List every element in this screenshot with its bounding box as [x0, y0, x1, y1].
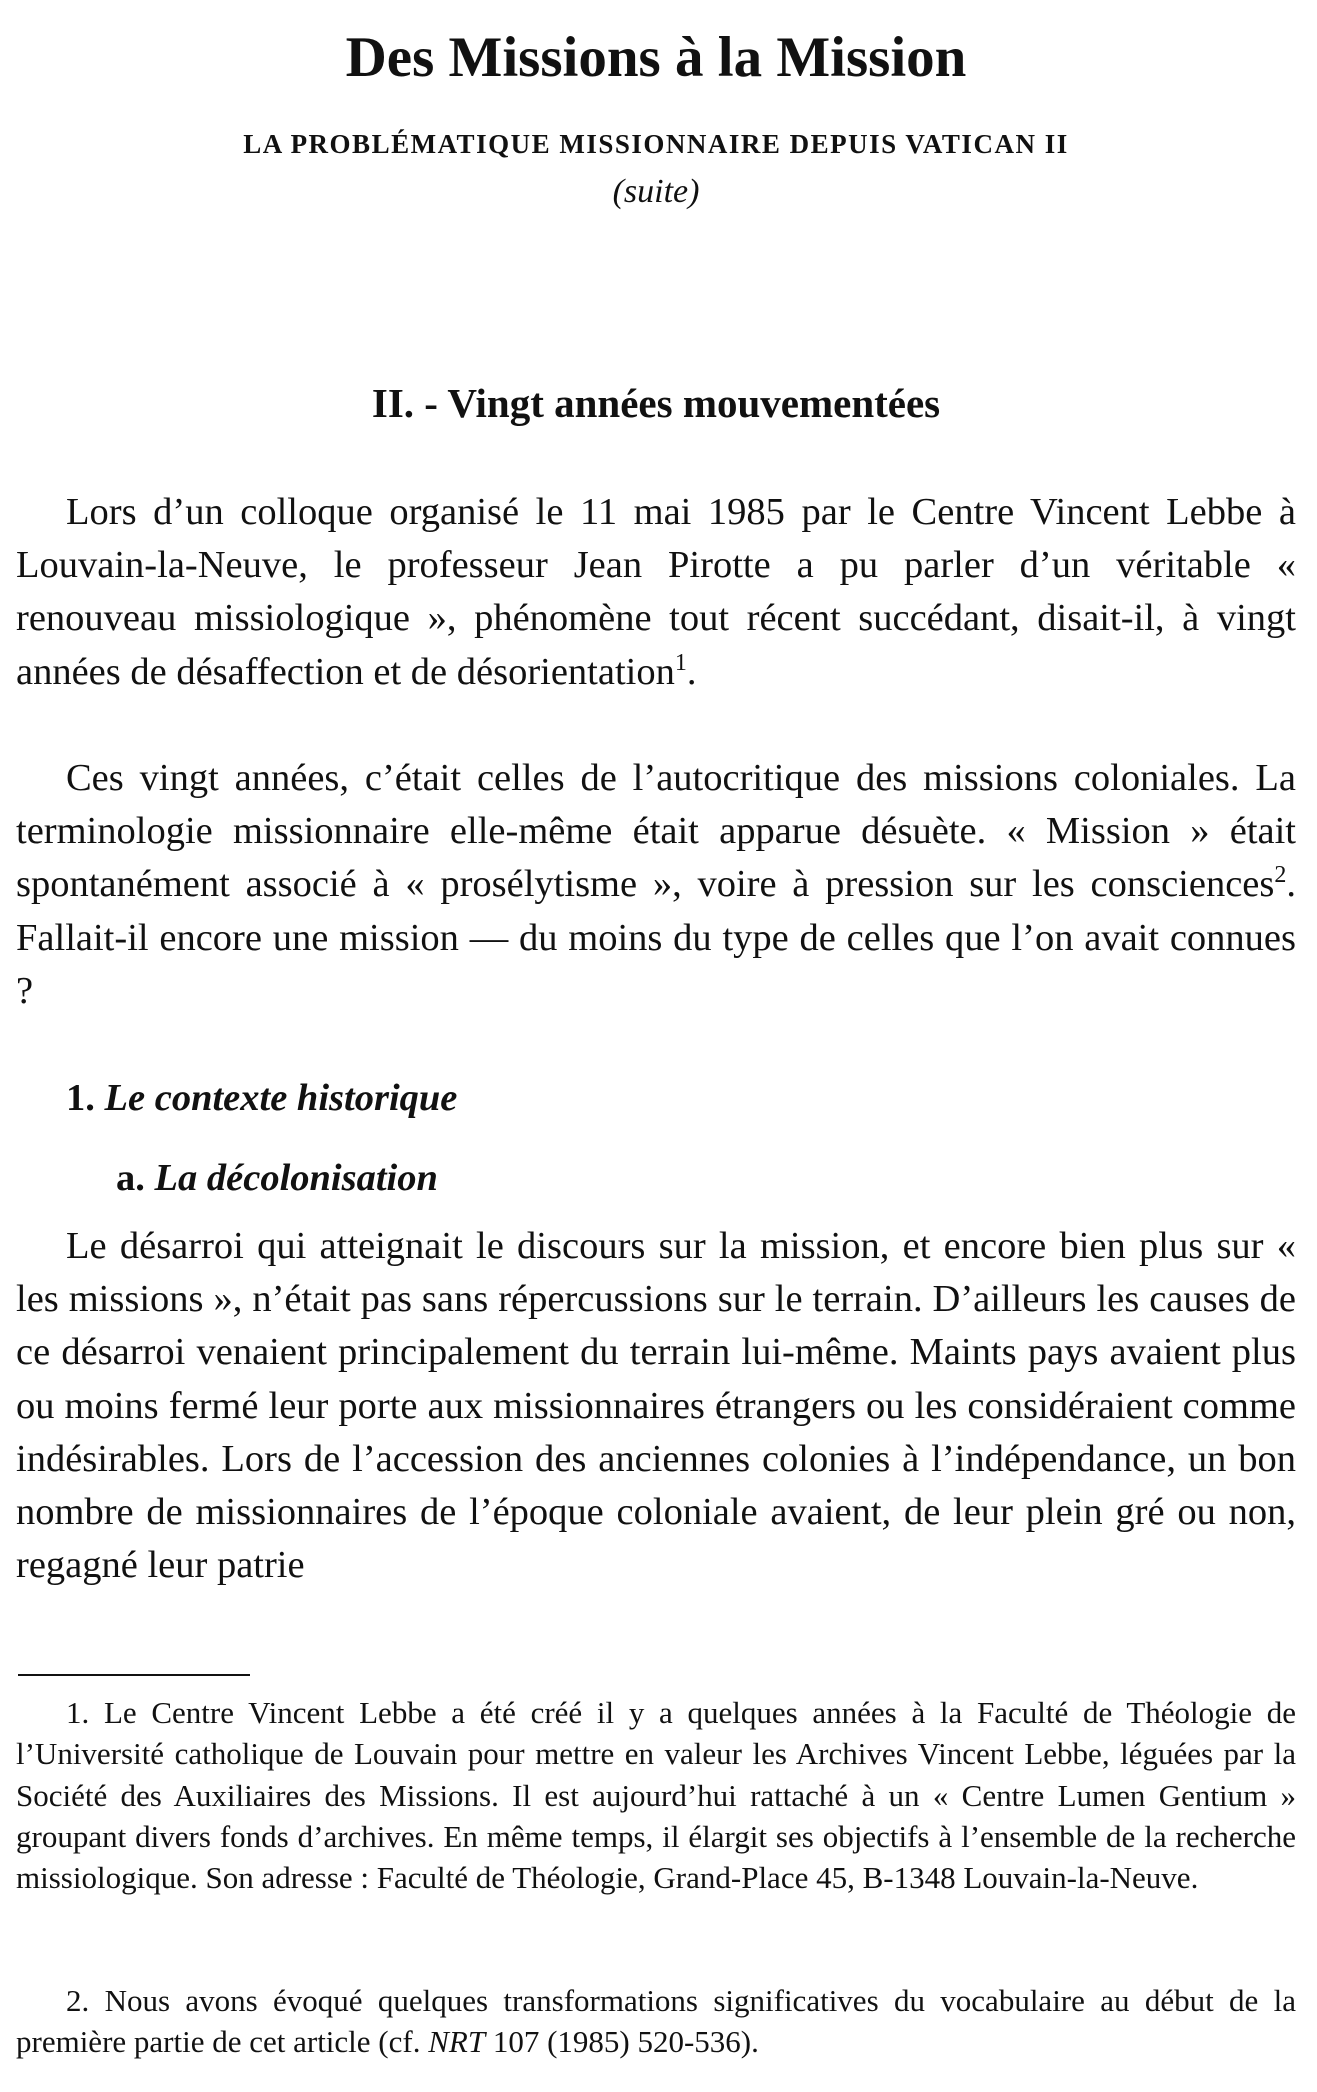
paragraph-1-text: Lors d’un colloque organisé le 11 mai 1985 par le Centre Vincent Lebbe à Louvain-la-Neuve, le professeur Jean Pirotte a pu parler d’un véritable « renouveau missiologique », phénomène tout récent succédant, disait-il, à vingt années de désaffection et de désorientation — [16, 491, 1296, 693]
footnote-ref-1: 1 — [674, 649, 687, 676]
subheading-1-number: 1. — [66, 1077, 105, 1119]
document-page — [16, 0, 1296, 2092]
suite-word: suite — [623, 173, 689, 210]
footnote-2-journal: NRT — [428, 2024, 486, 2060]
footnote-2-text-a: Nous avons évoqué quelques transformations significatives du vocabulaire au début de la première partie de cet article (cf. — [16, 1983, 1297, 2060]
paragraph-1 — [16, 486, 1296, 699]
subheading-2-number: a. — [116, 1157, 155, 1199]
section-heading: II. - Vingt années mouvementées — [371, 380, 941, 426]
suite-close: ) — [688, 173, 700, 210]
footnote-1 — [16, 1692, 1296, 1898]
subheading-2-title: La décolonisation — [154, 1157, 438, 1199]
paragraph-2-text-a: Ces vingt années, c’était celles de l’autocritique des missions coloniales. La terminologie missionnaire elle-même était apparue désuète. « Mission » était spontanément associé à « prosélytisme », voire à pression sur les consciences — [16, 757, 1296, 906]
footnote-2 — [16, 1980, 1296, 2063]
paragraph-2 — [16, 752, 1296, 1018]
subheading-historical-context — [66, 1072, 457, 1124]
footnote-1-text: Le Centre Vincent Lebbe a été créé il y a quelques années à la Faculté de Théologie de l’Université catholique de Louvain pour mettre en valeur les Archives Vincent Lebbe, léguées par la Société des Auxiliaires des Missions. Il est aujourd’hui rattaché à un « Centre Lumen Gentium » groupant divers fonds d’archives. En même temps, il élargit ses objectifs à l’ensemble de la recherche missiologique. Son adresse : Faculté de Théologie, Grand-Place 45, B-1348 Louvain-la-Neuve. — [16, 1695, 1296, 1896]
paragraph-2-text-b: . Fallait-il encore une mission — du moins du type de celles que l’on avait connues ? — [16, 863, 1296, 1012]
continuation-note — [16, 170, 1296, 214]
suite-open: ( — [612, 173, 624, 210]
paragraph-1-end: . — [686, 650, 697, 693]
footnote-1-number: 1. — [66, 1695, 104, 1730]
footnote-2-number: 2. — [66, 1983, 105, 2018]
paragraph-3: Le désarroi qui atteignait le discours sur la mission, et encore bien plus sur « les missions », n’était pas sans répercussions sur le terrain. D’ailleurs les causes de ce désarroi venaient principalement du terrain lui-même. Maints pays avaient plus ou moins fermé leur porte aux missionnaires étrangers ou les considéraient comme indésirables. Lors de l’accession des anciennes colonies à l’indépendance, un bon nombre de missionnaires de l’époque coloniale avaient, de leur plein gré ou non, regagné leur patrie — [16, 1225, 1296, 1587]
footnote-ref-2: 2 — [1274, 862, 1287, 889]
footnote-2-text-b: 107 (1985) 520-536). — [485, 2024, 759, 2060]
subheading-decolonisation — [116, 1152, 438, 1204]
subheading-1-title: Le contexte historique — [104, 1077, 458, 1119]
article-title: Des Missions à la Mission — [345, 26, 967, 89]
footnote-separator — [18, 1674, 250, 1676]
article-subtitle: LA PROBLÉMATIQUE MISSIONNAIRE DEPUIS VATICAN II — [243, 129, 1069, 159]
